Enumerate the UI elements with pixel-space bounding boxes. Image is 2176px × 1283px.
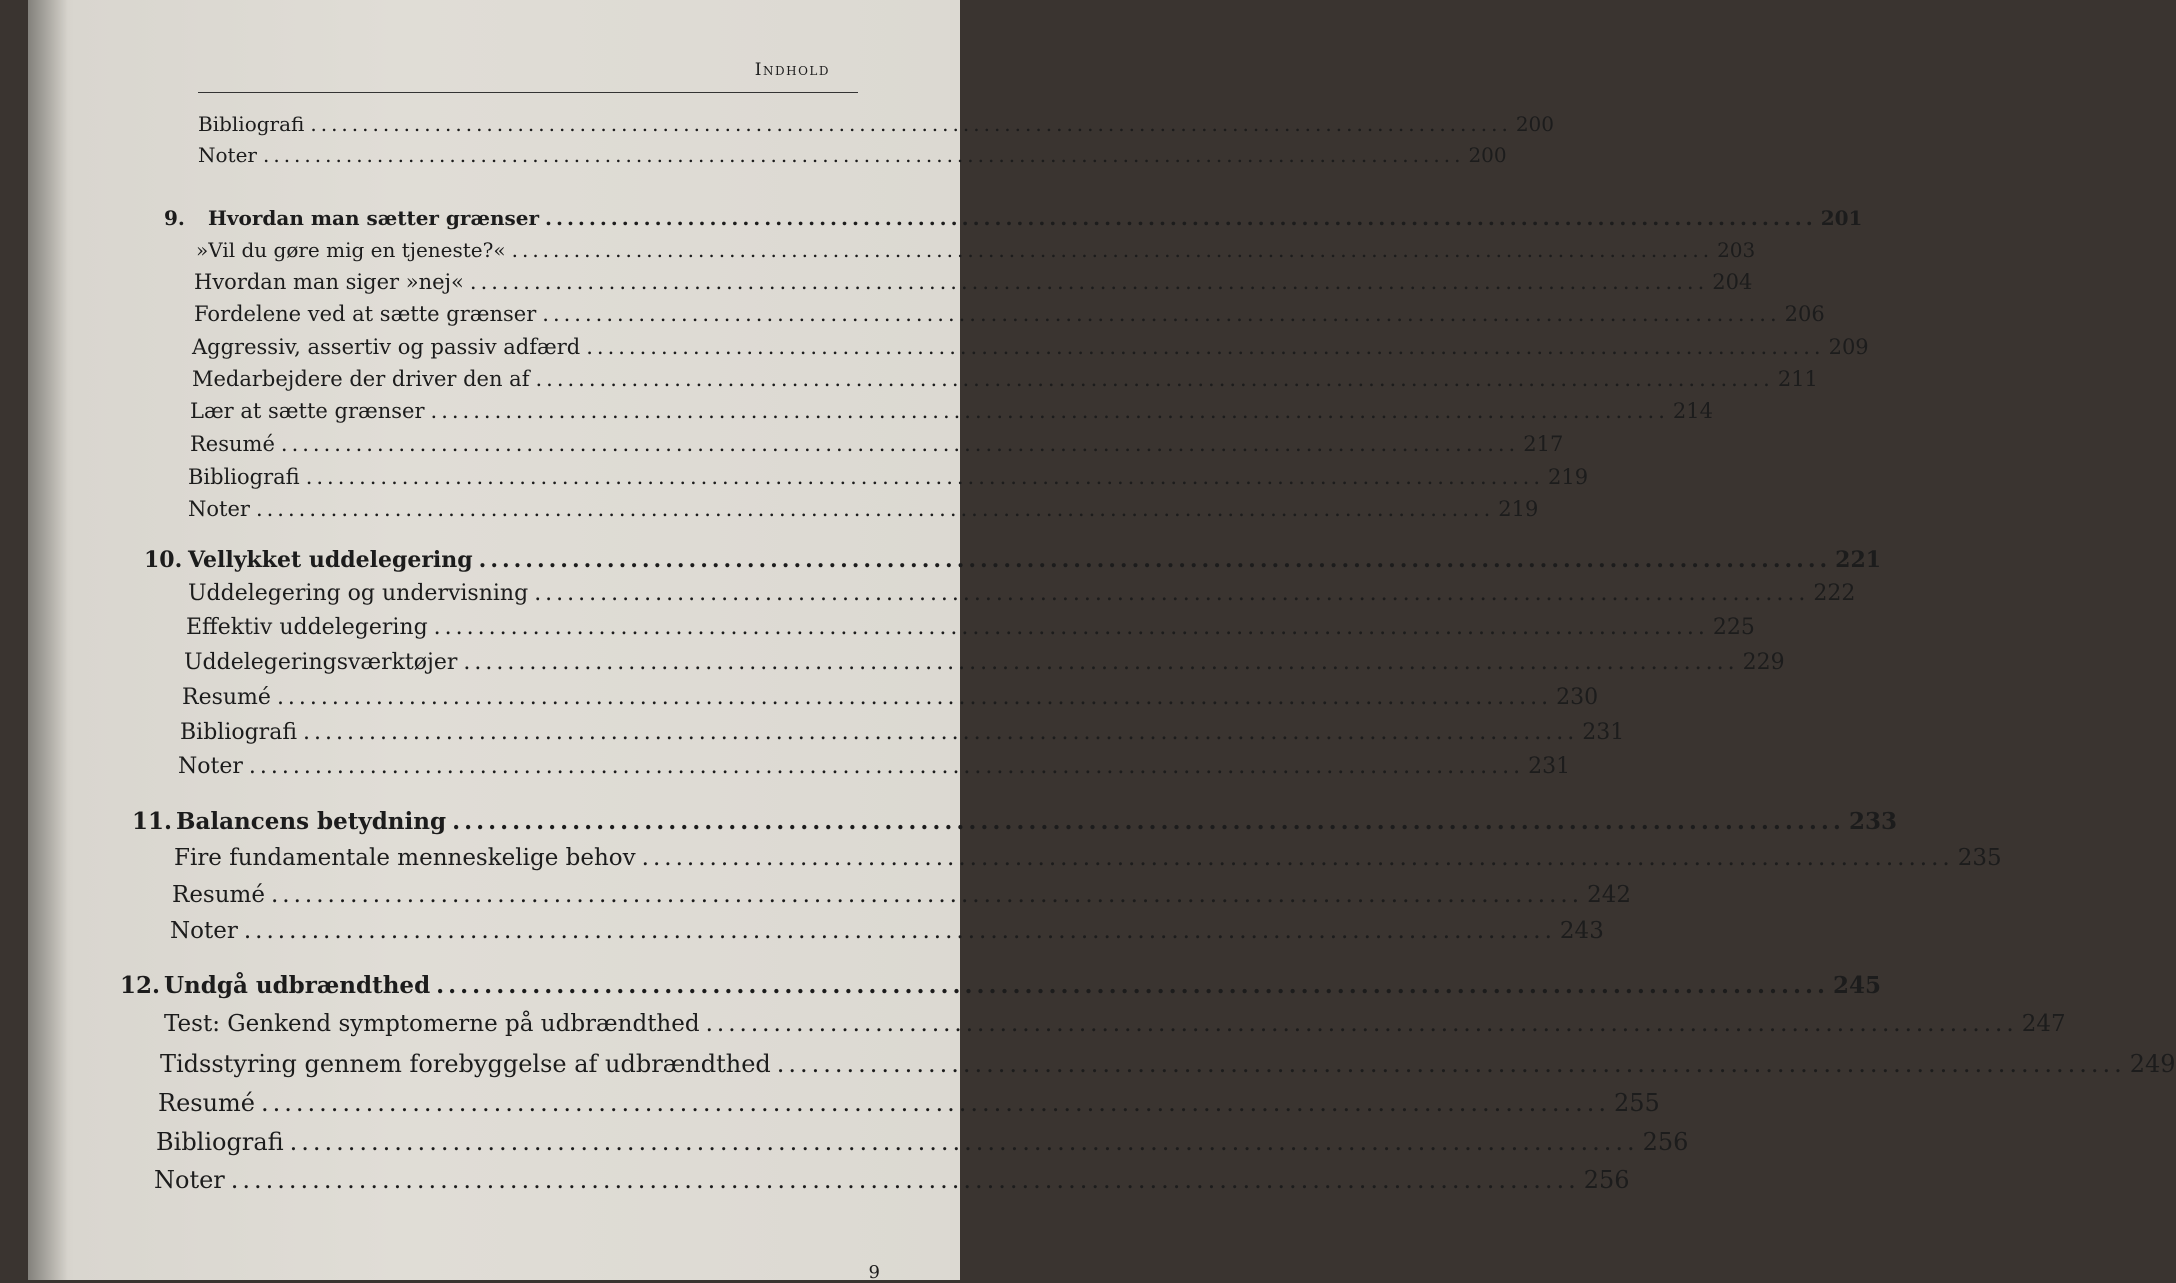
entry-page-number: 209 [1828, 335, 1869, 359]
entry-title: Medarbejdere der driver den af [192, 367, 530, 391]
entry-title: Noter [170, 918, 238, 944]
toc-entry-row [192, 335, 1869, 359]
toc-entry-row [164, 1011, 2066, 1037]
entry-page-number: 235 [1957, 845, 2002, 871]
table-of-contents [28, 0, 2176, 1280]
book-page [28, 0, 2176, 1283]
running-head: Indhold [754, 60, 830, 80]
entry-title: Effektiv uddelegering [186, 615, 428, 640]
entry-title: Noter [188, 497, 250, 521]
entry-page-number: 256 [1583, 1166, 1630, 1194]
dot-leader: .................................................................................................................... [280, 432, 1520, 456]
entry-page-number: 225 [1712, 615, 1755, 640]
dot-leader: .................................................................................................................... [545, 206, 1817, 230]
dot-leader: .................................................................................................................... [243, 918, 1556, 944]
toc-entry-row [192, 367, 1818, 391]
chapter-number: 12. [120, 972, 161, 999]
chapter-title: Balancens betydning [176, 808, 447, 835]
toc-entry-row [188, 581, 1856, 606]
toc-entry-row [186, 615, 1755, 640]
entry-title: Uddelegering og undervisning [188, 581, 529, 606]
entry-page-number: 219 [1498, 497, 1539, 521]
chapter-number: 11. [132, 808, 173, 835]
entry-page-number: 247 [2021, 1011, 2066, 1037]
entry-title: Aggressiv, assertiv og passiv adfærd [192, 335, 581, 359]
dot-leader: .................................................................................................................... [641, 845, 1954, 871]
entry-title: Resumé [158, 1089, 256, 1117]
entry-page-number: 229 [1742, 650, 1785, 675]
dot-leader: .................................................................................................................... [542, 302, 1781, 326]
toc-entry-row [180, 720, 1625, 745]
entry-page-number: 222 [1813, 581, 1856, 606]
toc-entry-row [160, 1050, 2176, 1078]
page-number: 9 [868, 1262, 880, 1283]
toc-chapter-row [144, 547, 1882, 573]
entry-title: Resumé [190, 432, 275, 456]
entry-page-number: 204 [1712, 270, 1753, 294]
entry-page-number: 200 [1515, 112, 1555, 136]
toc-entry-row [182, 685, 1599, 710]
toc-entry-row [188, 497, 1539, 521]
entry-title: Noter [154, 1166, 225, 1194]
toc-entry-row [190, 432, 1564, 456]
dot-leader: .................................................................................................................... [270, 882, 1584, 908]
entry-page-number: 201 [1820, 206, 1863, 230]
entry-title: Bibliografi [198, 112, 305, 136]
dot-leader: .................................................................................................................... [261, 1089, 1610, 1117]
toc-entry-row [170, 918, 1604, 944]
entry-title: Uddelegeringsværktøjer [184, 650, 458, 675]
chapter-title: Undgå udbrændthed [164, 972, 431, 999]
dot-leader: .................................................................................................................... [463, 650, 1739, 675]
entry-title: Lær at sætte grænser [190, 399, 425, 423]
entry-title: Fordelene ved at sætte grænser [194, 302, 537, 326]
entry-page-number: 245 [1833, 972, 1882, 999]
toc-entry-row [174, 845, 2002, 871]
entry-page-number: 230 [1556, 685, 1599, 710]
dot-leader: .................................................................................................................... [262, 143, 1465, 167]
toc-entry-row [194, 302, 1825, 326]
dot-leader: .................................................................................................................... [469, 270, 1709, 294]
toc-entry-row [188, 465, 1589, 489]
dot-leader: .................................................................................................................... [452, 808, 1845, 835]
dot-leader: .................................................................................................................... [478, 547, 1832, 573]
entry-page-number: 217 [1523, 432, 1564, 456]
chapter-title: Hvordan man sætter grænser [208, 206, 540, 230]
chapter-title: Vellykket uddelegering [188, 547, 473, 573]
entry-title: Fire fundamentale menneskelige behov [174, 845, 636, 871]
entry-page-number: 203 [1717, 238, 1756, 262]
toc-chapter-row [164, 206, 1863, 230]
dot-leader: .................................................................................................................... [230, 1166, 1580, 1194]
entry-page-number: 242 [1587, 882, 1631, 908]
entry-title: Bibliografi [156, 1128, 284, 1156]
entry-page-number: 255 [1613, 1089, 1660, 1117]
entry-page-number: 221 [1835, 547, 1882, 573]
chapter-number: 9. [164, 206, 185, 230]
dot-leader: .................................................................................................................... [586, 335, 1825, 359]
toc-chapter-row [120, 972, 1882, 999]
entry-title: Hvordan man siger »nej« [194, 270, 464, 294]
entry-page-number: 211 [1777, 367, 1818, 391]
dot-leader: .................................................................................................................... [289, 1128, 1639, 1156]
toc-entry-row [156, 1128, 1689, 1156]
entry-title: Bibliografi [188, 465, 300, 489]
entry-page-number: 206 [1784, 302, 1825, 326]
dot-leader: .................................................................................................................... [535, 367, 1774, 391]
toc-entry-row [196, 238, 1756, 262]
toc-entry-row [158, 1089, 1660, 1117]
dot-leader: .................................................................................................................... [534, 581, 1810, 606]
entry-title: »Vil du gøre mig en tjeneste?« [196, 238, 506, 262]
entry-page-number: 231 [1528, 754, 1571, 779]
dot-leader: .................................................................................................................... [310, 112, 1512, 136]
dot-leader: .................................................................................................................... [776, 1050, 2126, 1078]
entry-title: Noter [198, 143, 257, 167]
entry-page-number: 249 [2129, 1050, 2176, 1078]
toc-entry-row [198, 112, 1555, 136]
entry-title: Tidsstyring gennem forebyggelse af udbrændthed [160, 1050, 771, 1078]
toc-chapter-row [132, 808, 1897, 835]
toc-entry-row [154, 1166, 1630, 1194]
dot-leader: .................................................................................................................... [276, 685, 1553, 710]
dot-leader: .................................................................................................................... [433, 615, 1709, 640]
dot-leader: .................................................................................................................... [255, 497, 1495, 521]
dot-leader: .................................................................................................................... [303, 720, 1579, 745]
dot-leader: .................................................................................................................... [511, 238, 1714, 262]
entry-page-number: 200 [1468, 143, 1507, 167]
entry-page-number: 256 [1642, 1128, 1689, 1156]
entry-title: Resumé [182, 685, 271, 710]
entry-page-number: 233 [1848, 808, 1897, 835]
toc-entry-row [198, 143, 1507, 167]
chapter-number: 10. [144, 547, 183, 573]
entry-title: Bibliografi [180, 720, 297, 745]
entry-title: Noter [178, 754, 243, 779]
toc-entry-row [190, 399, 1713, 423]
toc-entry-row [172, 882, 1631, 908]
dot-leader: .................................................................................................................... [248, 754, 1525, 779]
dot-leader: .................................................................................................................... [705, 1011, 2018, 1037]
dot-leader: .................................................................................................................... [436, 972, 1830, 999]
toc-entry-row [184, 650, 1785, 675]
entry-title: Resumé [172, 882, 265, 908]
entry-page-number: 219 [1548, 465, 1589, 489]
toc-entry-row [178, 754, 1571, 779]
entry-page-number: 243 [1559, 918, 1604, 944]
entry-page-number: 231 [1582, 720, 1625, 745]
dot-leader: .................................................................................................................... [430, 399, 1669, 423]
dot-leader: .................................................................................................................... [305, 465, 1545, 489]
entry-title: Test: Genkend symptomerne på udbrændthed [164, 1011, 700, 1037]
toc-entry-row [194, 270, 1753, 294]
entry-page-number: 214 [1672, 399, 1713, 423]
